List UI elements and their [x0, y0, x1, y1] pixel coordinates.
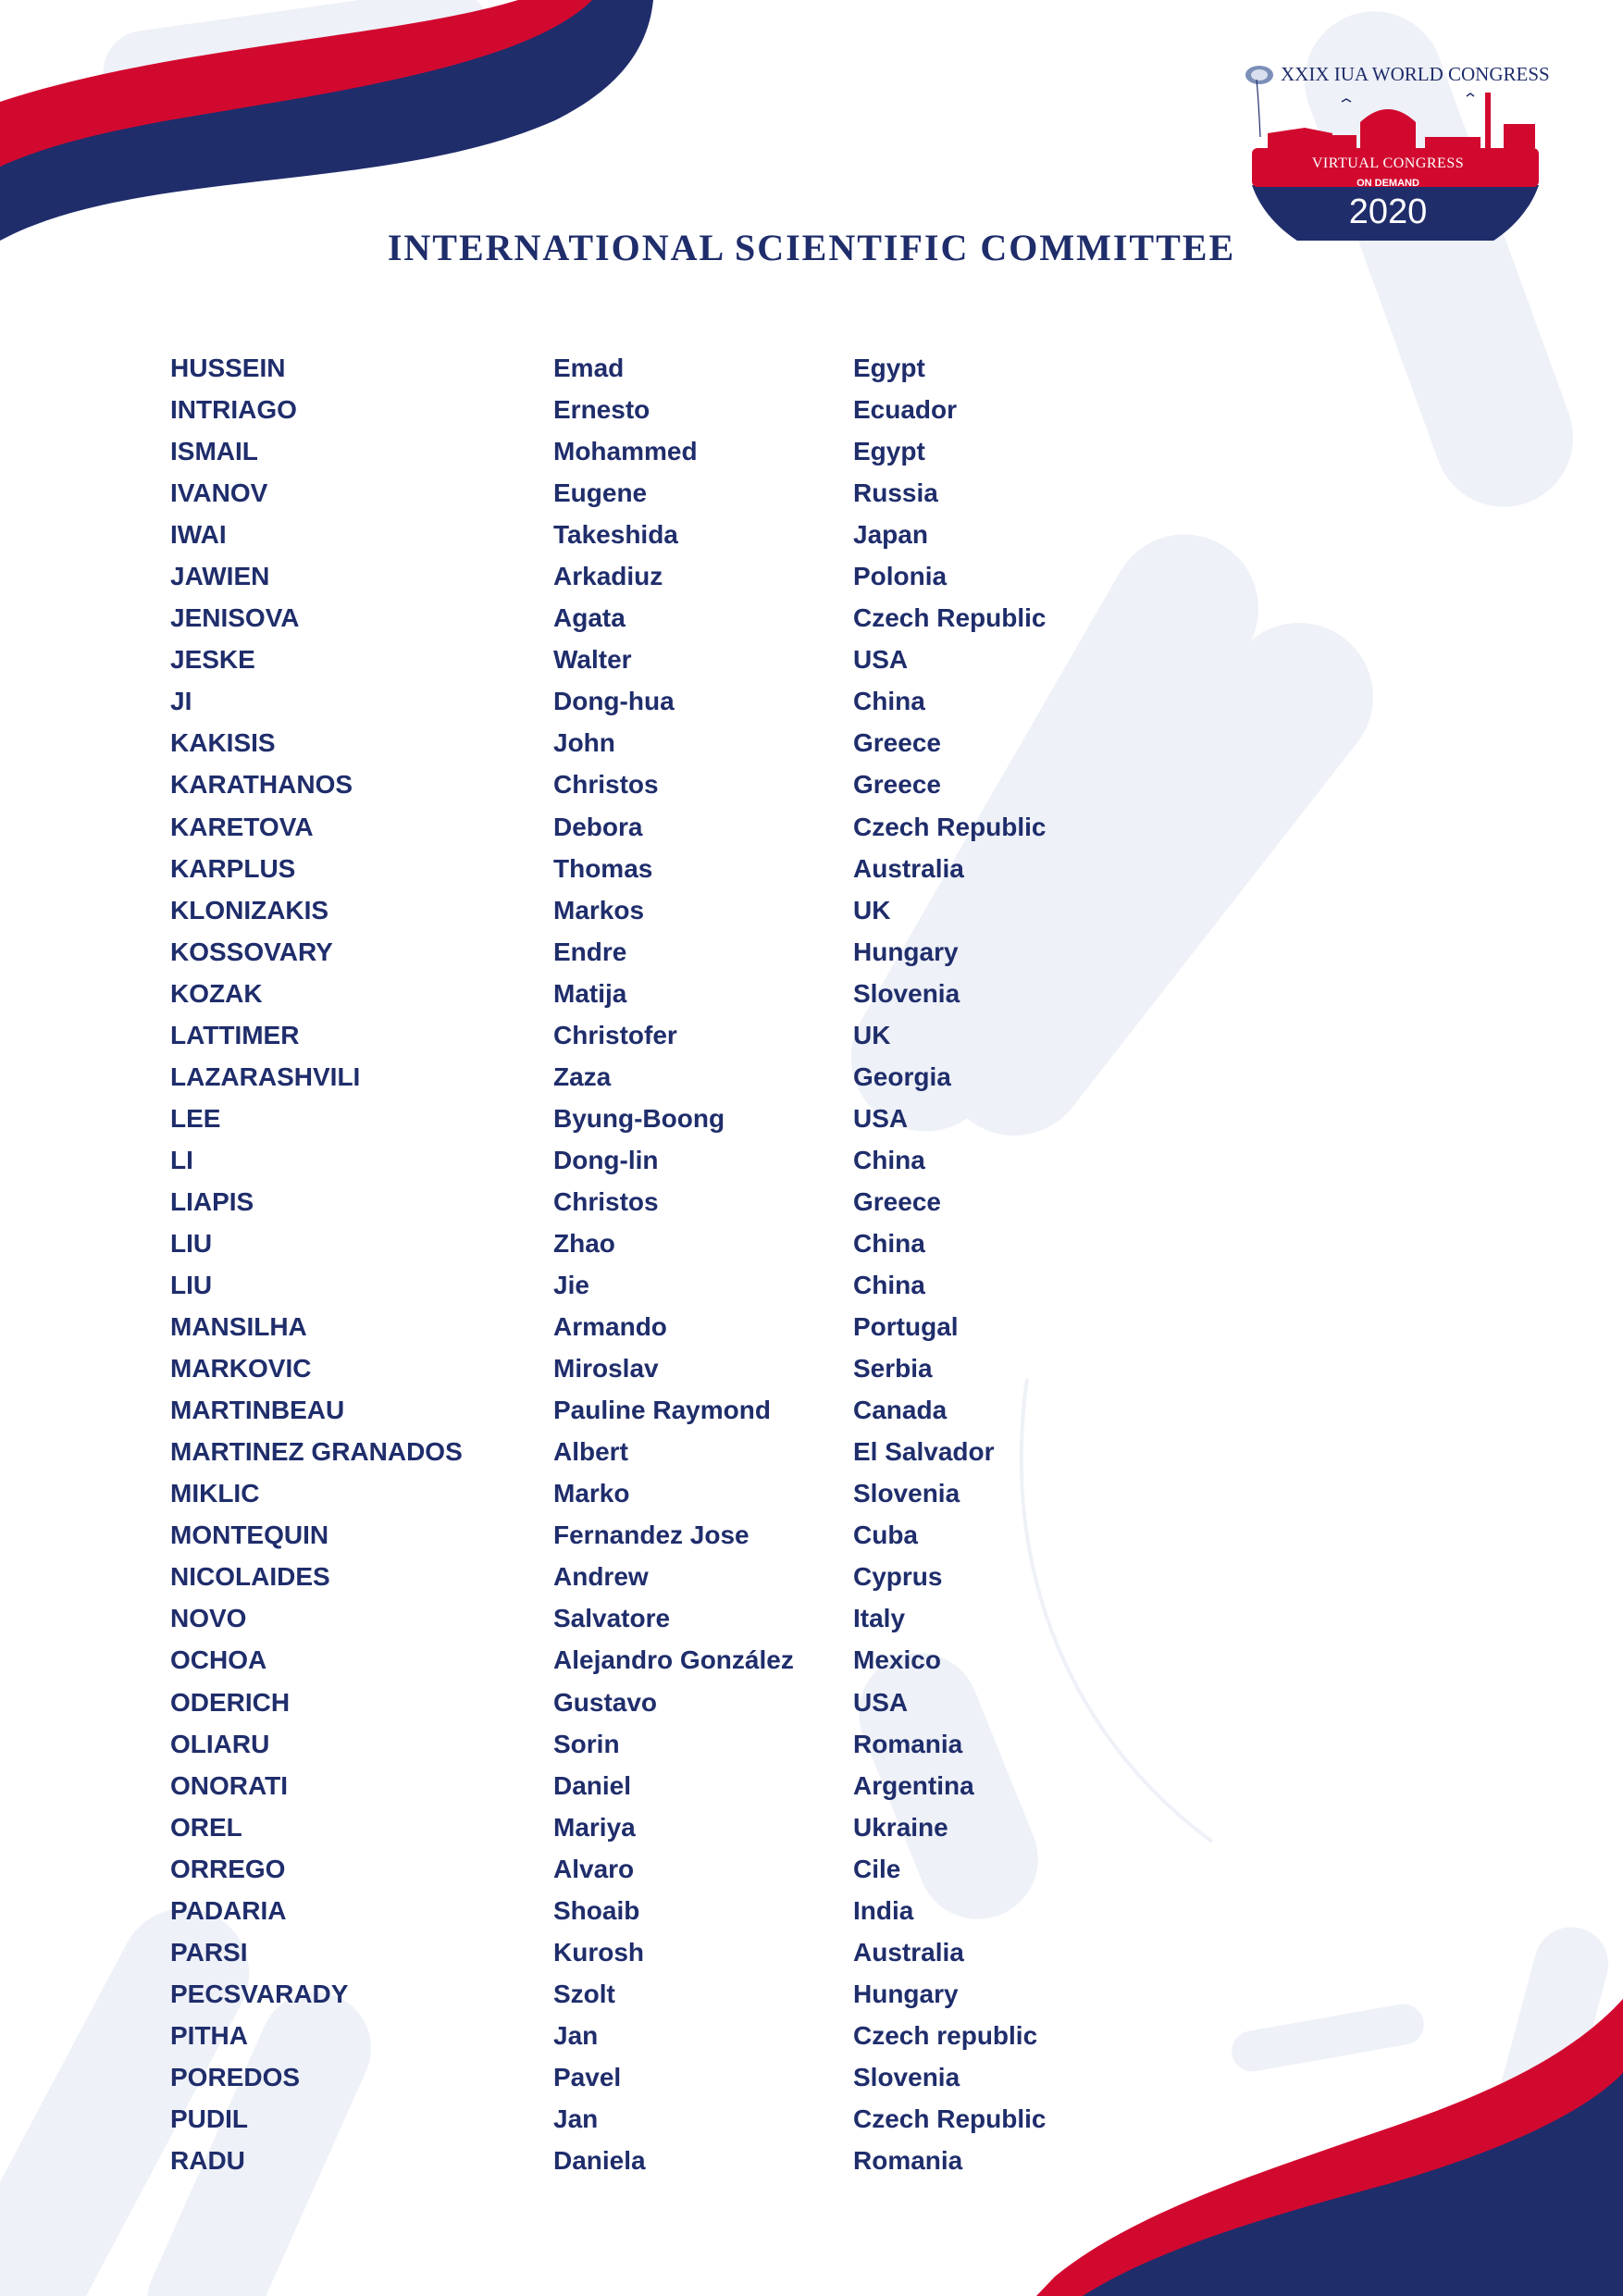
logo-title: XXIX IUA WORLD CONGRESS — [1281, 63, 1550, 85]
member-surname: MONTEQUIN — [170, 1520, 329, 1550]
member-surname: LEE — [170, 1103, 221, 1133]
committee-member-row — [170, 770, 1096, 812]
member-surname: JESKE — [170, 645, 255, 675]
member-country: Argentina — [853, 1770, 974, 1800]
member-country: Australia — [853, 853, 964, 883]
member-country: Egypt — [853, 437, 925, 466]
member-surname: MARKOVIC — [170, 1354, 312, 1384]
member-country: Ukraine — [853, 1812, 948, 1842]
member-first-name: Albert — [553, 1437, 628, 1467]
member-country: Romania — [853, 1729, 963, 1758]
committee-member-row — [170, 562, 1096, 603]
member-country: USA — [853, 1103, 909, 1133]
member-first-name: Mohammed — [553, 437, 698, 466]
member-surname: MANSILHA — [170, 1312, 307, 1342]
member-first-name: Jie — [553, 1271, 589, 1300]
committee-member-row — [170, 1396, 1096, 1437]
committee-member-row — [170, 1562, 1096, 1604]
member-surname: KARPLUS — [170, 853, 296, 883]
member-first-name: Debora — [553, 812, 643, 841]
member-first-name: Sorin — [553, 1729, 620, 1758]
committee-member-row — [170, 1855, 1096, 1896]
member-first-name: Armando — [553, 1312, 667, 1342]
committee-member-row — [170, 1771, 1096, 1813]
committee-member-row — [170, 1813, 1096, 1855]
member-country: Cyprus — [853, 1562, 943, 1592]
member-surname: IWAI — [170, 520, 227, 550]
member-first-name: Daniel — [553, 1770, 632, 1800]
member-country: India — [853, 1895, 914, 1925]
member-surname: KARATHANOS — [170, 770, 353, 800]
member-surname: MARTINBEAU — [170, 1396, 345, 1425]
member-first-name: Dong-lin — [553, 1145, 659, 1174]
member-first-name: Andrew — [553, 1562, 649, 1592]
member-country: Slovenia — [853, 1479, 960, 1508]
member-country: Czech Republic — [853, 812, 1047, 841]
member-country: Hungary — [853, 937, 959, 966]
member-first-name: Kurosh — [553, 1937, 644, 1967]
member-surname: OREL — [170, 1812, 242, 1842]
member-first-name: John — [553, 728, 615, 758]
member-country: Italy — [853, 1604, 906, 1633]
committee-member-row — [170, 1146, 1096, 1187]
member-country: Greece — [853, 1186, 941, 1216]
member-first-name: Miroslav — [553, 1354, 659, 1384]
member-surname: KOZAK — [170, 978, 263, 1008]
member-country: Canada — [853, 1396, 948, 1425]
member-surname: PITHA — [170, 2020, 248, 2050]
member-first-name: Shoaib — [553, 1895, 640, 1925]
member-country: Slovenia — [853, 978, 960, 1008]
member-surname: KOSSOVARY — [170, 937, 333, 966]
member-country: USA — [853, 645, 909, 675]
member-country: El Salvador — [853, 1437, 995, 1467]
member-country: Ecuador — [853, 395, 958, 425]
committee-member-row — [170, 1980, 1096, 2021]
committee-member-row — [170, 896, 1096, 937]
member-first-name: Matija — [553, 978, 627, 1008]
committee-member-row — [170, 645, 1096, 687]
committee-member-row — [170, 979, 1096, 1021]
committee-member-row — [170, 1520, 1096, 1562]
page-title: INTERNATIONAL SCIENTIFIC COMMITTEE — [387, 227, 1236, 268]
member-first-name: Zaza — [553, 1061, 612, 1091]
committee-member-row — [170, 1062, 1096, 1104]
member-country: Portugal — [853, 1312, 959, 1342]
member-first-name: Byung-Boong — [553, 1103, 725, 1133]
logo-year: 2020 — [1348, 192, 1428, 231]
member-surname: LAZARASHVILI — [170, 1061, 361, 1091]
member-surname: KLONIZAKIS — [170, 895, 329, 925]
member-first-name: Fernandez Jose — [553, 1520, 750, 1550]
member-surname: OCHOA — [170, 1645, 267, 1675]
member-country: Greece — [853, 728, 941, 758]
member-country: Japan — [853, 520, 928, 550]
member-surname: PECSVARADY — [170, 1979, 349, 2008]
member-surname: PADARIA — [170, 1895, 287, 1925]
member-surname: KAKISIS — [170, 728, 276, 758]
member-first-name: Zhao — [553, 1228, 615, 1258]
member-first-name: Szolt — [553, 1979, 615, 2008]
member-country: China — [853, 1145, 925, 1174]
member-surname: JI — [170, 687, 192, 716]
committee-member-row — [170, 2021, 1096, 2063]
member-country: Czech Republic — [853, 2104, 1047, 2133]
committee-member-row — [170, 603, 1096, 645]
logo-virtual-congress: VIRTUAL CONGRESS — [1311, 155, 1465, 171]
committee-member-row — [170, 937, 1096, 979]
member-first-name: Daniela — [553, 2146, 646, 2176]
committee-member-row — [170, 687, 1096, 728]
member-country: Egypt — [853, 354, 925, 382]
member-first-name: Ernesto — [553, 395, 650, 425]
member-surname: POREDOS — [170, 2062, 301, 2091]
member-first-name: Pauline Raymond — [553, 1396, 771, 1425]
committee-member-row — [170, 1896, 1096, 1938]
member-first-name: Walter — [553, 645, 632, 675]
member-first-name: Arkadiuz — [553, 562, 663, 591]
committee-member-row — [170, 1938, 1096, 1980]
member-first-name: Christofer — [553, 1020, 677, 1049]
member-surname: MARTINEZ GRANADOS — [170, 1437, 463, 1467]
member-first-name: Endre — [553, 937, 627, 966]
committee-member-row — [170, 728, 1096, 770]
member-country: UK — [853, 1020, 891, 1049]
committee-member-row — [170, 1688, 1096, 1730]
member-first-name: Marko — [553, 1479, 630, 1508]
member-first-name: Alejandro González — [553, 1645, 794, 1675]
committee-list — [170, 354, 1096, 2188]
member-country: UK — [853, 895, 891, 925]
committee-member-row — [170, 437, 1096, 478]
member-first-name: Takeshida — [553, 520, 678, 550]
member-surname: OLIARU — [170, 1729, 270, 1758]
member-surname: JAWIEN — [170, 562, 270, 591]
member-surname: JENISOVA — [170, 603, 300, 633]
member-surname: HUSSEIN — [170, 354, 286, 382]
committee-member-row — [170, 520, 1096, 562]
committee-member-row — [170, 478, 1096, 520]
committee-member-row — [170, 1104, 1096, 1146]
committee-member-row — [170, 1187, 1096, 1229]
member-country: Mexico — [853, 1645, 941, 1675]
committee-member-row — [170, 1645, 1096, 1687]
member-country: Russia — [853, 478, 938, 508]
committee-member-row — [170, 813, 1096, 854]
member-country: Georgia — [853, 1061, 951, 1091]
logo-on-demand: ON DEMAND — [1357, 178, 1419, 189]
committee-member-row — [170, 1730, 1096, 1771]
committee-member-row — [170, 1354, 1096, 1396]
committee-member-row — [170, 1479, 1096, 1520]
member-surname: NICOLAIDES — [170, 1562, 330, 1592]
member-first-name: Alvaro — [553, 1854, 635, 1883]
member-first-name: Jan — [553, 2020, 599, 2050]
committee-member-row — [170, 2104, 1096, 2146]
congress-logo — [1240, 56, 1555, 241]
committee-member-row — [170, 1271, 1096, 1312]
member-country: Romania — [853, 2146, 963, 2176]
committee-member-row — [170, 1312, 1096, 1354]
member-country: China — [853, 1228, 925, 1258]
committee-member-row — [170, 1021, 1096, 1062]
member-surname: PARSI — [170, 1937, 248, 1967]
member-surname: LIAPIS — [170, 1186, 254, 1216]
member-first-name: Eugene — [553, 478, 648, 508]
member-surname: RADU — [170, 2146, 245, 2176]
committee-member-row — [170, 2063, 1096, 2104]
committee-member-row — [170, 354, 1096, 395]
member-surname: PUDIL — [170, 2104, 248, 2133]
member-first-name: Emad — [553, 354, 625, 382]
member-country: China — [853, 1271, 925, 1300]
member-surname: LATTIMER — [170, 1020, 300, 1049]
member-surname: NOVO — [170, 1604, 247, 1633]
member-first-name: Mariya — [553, 1812, 636, 1842]
member-surname: MIKLIC — [170, 1479, 260, 1508]
member-surname: ISMAIL — [170, 437, 258, 466]
member-country: China — [853, 687, 925, 716]
member-surname: INTRIAGO — [170, 395, 297, 425]
member-country: USA — [853, 1687, 909, 1717]
member-first-name: Gustavo — [553, 1687, 658, 1717]
member-country: Greece — [853, 770, 941, 800]
member-country: Cile — [853, 1854, 901, 1883]
member-country: Hungary — [853, 1979, 959, 2008]
member-first-name: Markos — [553, 895, 645, 925]
member-first-name: Thomas — [553, 853, 653, 883]
committee-member-row — [170, 1229, 1096, 1271]
member-country: Slovenia — [853, 2062, 960, 2091]
member-surname: IVANOV — [170, 478, 268, 508]
member-surname: LI — [170, 1145, 193, 1174]
member-country: Australia — [853, 1937, 964, 1967]
member-first-name: Jan — [553, 2104, 599, 2133]
member-country: Czech Republic — [853, 603, 1047, 633]
member-first-name: Dong-hua — [553, 687, 675, 716]
committee-member-row — [170, 854, 1096, 896]
member-surname: ONORATI — [170, 1770, 289, 1800]
member-country: Cuba — [853, 1520, 918, 1550]
member-surname: ORREGO — [170, 1854, 286, 1883]
member-surname: ODERICH — [170, 1687, 291, 1717]
committee-member-row — [170, 1437, 1096, 1479]
member-country: Polonia — [853, 562, 948, 591]
member-surname: KARETOVA — [170, 812, 314, 841]
committee-member-row — [170, 2146, 1096, 2188]
member-first-name: Christos — [553, 770, 659, 800]
member-country: Serbia — [853, 1354, 933, 1384]
committee-member-row — [170, 1604, 1096, 1645]
member-first-name: Christos — [553, 1186, 659, 1216]
member-surname: LIU — [170, 1271, 213, 1300]
member-first-name: Pavel — [553, 2062, 622, 2091]
member-country: Czech republic — [853, 2020, 1038, 2050]
committee-member-row — [170, 395, 1096, 437]
member-surname: LIU — [170, 1228, 213, 1258]
member-first-name: Agata — [553, 603, 626, 633]
member-first-name: Salvatore — [553, 1604, 671, 1633]
